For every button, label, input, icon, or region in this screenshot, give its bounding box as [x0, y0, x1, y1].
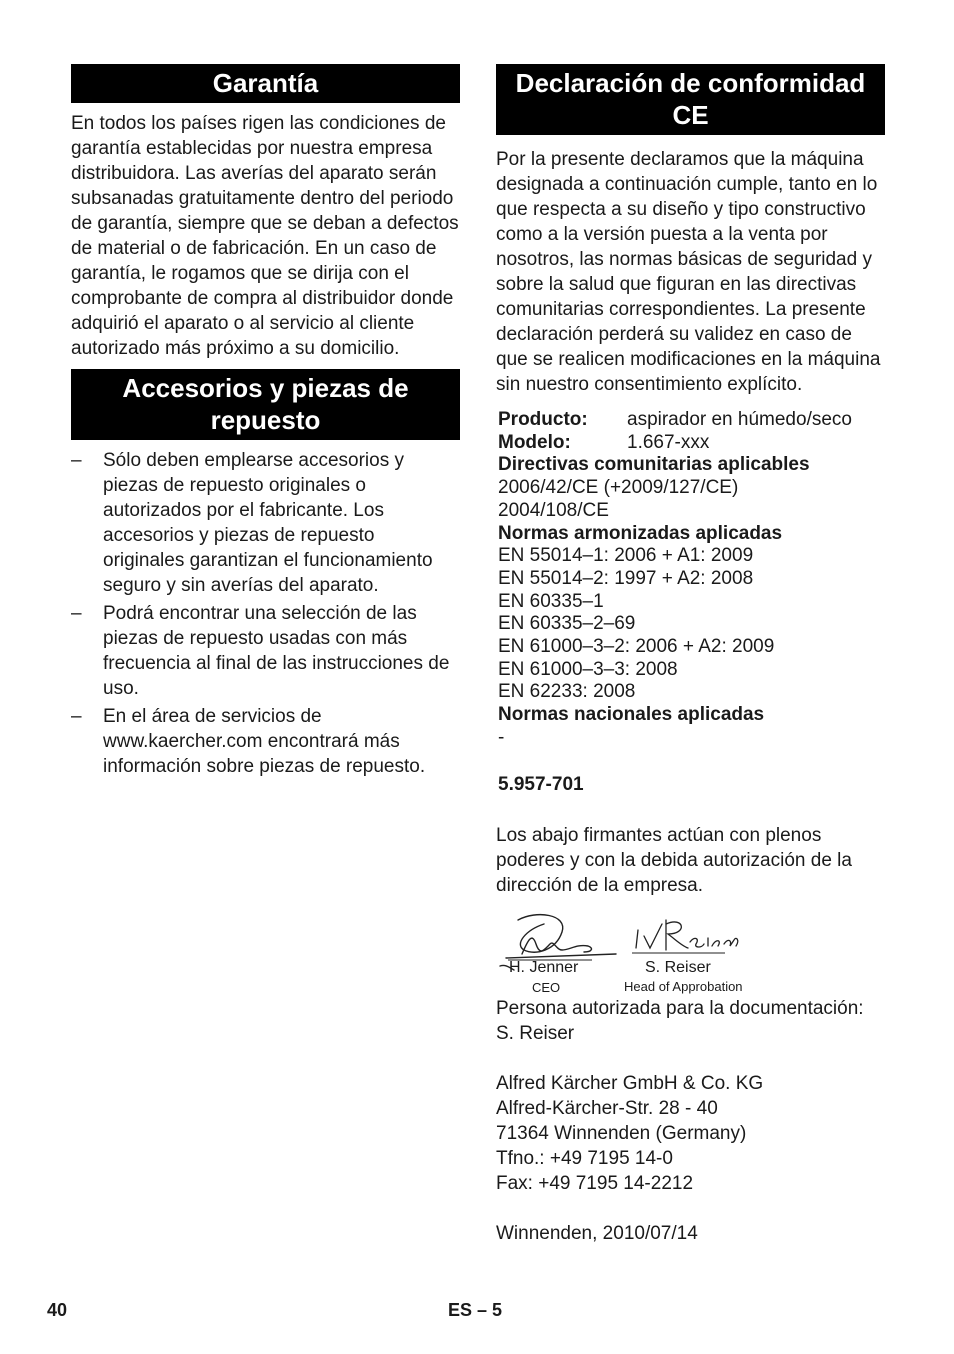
- place-date: Winnenden, 2010/07/14: [496, 1223, 698, 1245]
- company-city: 71364 Winnenden (Germany): [496, 1123, 747, 1145]
- directive-item: 2006/42/CE (+2009/127/CE): [498, 477, 739, 499]
- left-column: [71, 64, 460, 782]
- signature-reiser: [636, 920, 738, 950]
- warranty-title: Garantía: [212, 68, 319, 98]
- ce-title-line1: Declaración de conformidad: [515, 68, 866, 98]
- spec-block: [496, 409, 885, 796]
- dash-bullet: –: [71, 706, 82, 727]
- model-label: Modelo:: [498, 431, 571, 453]
- company-address: [496, 1071, 885, 1196]
- national-value: -: [498, 726, 505, 748]
- national-heading: Normas nacionales aplicadas: [498, 704, 765, 726]
- company-name: Alfred Kärcher GmbH & Co. KG: [496, 1073, 764, 1095]
- accessories-heading: [71, 369, 460, 440]
- list-item-text: Podrá encontrar una selección de las piezas de repuesto usadas con más frecuencia al final de las instrucciones de uso.: [103, 603, 450, 699]
- language-page-indicator: ES – 5: [448, 1300, 503, 1320]
- auth-person-name: S. Reiser: [496, 1023, 575, 1045]
- harmonized-item: EN 55014–2: 1997 + A2: 2008: [498, 567, 754, 589]
- ce-body: Por la presente declaramos que la máquina designada a continuación cumple, tanto en lo que respecta a su diseño y tipo constructivo como a la versión puesta a la venta por nosotros, las normas básicas de seguridad y sobre la salud que figuran en las directivas comunitarias correspondientes. La presente declaración perderá su validez en caso de que se realicen modificaciones en la máquina sin nuestro consentimiento explícito.: [496, 149, 881, 395]
- accessories-list: [71, 448, 460, 779]
- warranty-body: En todos los países rigen las condiciones de garantía establecidas por nuestra empresa distribuidora. Las averías del aparato serán subsanadas gratuitamente dentro del periodo de garantía, siempre que se deban a defectos de material o de fabricación. En un caso de garantía, le rogamos que se dirija con el comprobante de compra al distribuidor donde adquirió el aparato o al servicio al cliente autorizado más próximo a su domicilio.: [71, 113, 459, 359]
- dash-bullet: –: [71, 450, 82, 471]
- ce-title-line2: CE: [672, 100, 709, 130]
- model-row: [498, 432, 885, 455]
- harmonized-item: EN 62233: 2008: [498, 681, 636, 703]
- signer1-name: H. Jenner: [509, 959, 579, 977]
- dash-bullet: –: [71, 603, 82, 624]
- list-item: [71, 704, 460, 779]
- company-fax: Fax: +49 7195 14-2212: [496, 1173, 694, 1195]
- right-column: [496, 64, 885, 1246]
- product-label: Producto:: [498, 409, 588, 430]
- signers-text: Los abajo firmantes actúan con plenos poderes y con la debida autorización de la dirección de la empresa.: [496, 825, 852, 897]
- harmonized-item: EN 61000–3–2: 2006 + A2: 2009: [498, 636, 775, 658]
- harmonized-item: EN 60335–1: [498, 590, 604, 612]
- warranty-heading: [71, 64, 460, 103]
- list-item-text: En el área de servicios de www.kaercher.com encontrará más información sobre piezas de repuesto.: [103, 706, 426, 777]
- accessories-title-line2: repuesto: [210, 405, 321, 435]
- ce-heading: [496, 64, 885, 135]
- signer2-role: Head of Approbation: [624, 979, 743, 995]
- directives-heading: Directivas comunitarias aplicables: [498, 454, 810, 476]
- harmonized-item: EN 55014–1: 2006 + A1: 2009: [498, 545, 754, 567]
- page-number: 40: [47, 1300, 68, 1320]
- list-item: [71, 601, 460, 701]
- harmonized-heading: Normas armonizadas aplicadas: [498, 522, 783, 544]
- list-item-text: Sólo deben emplearse accesorios y piezas de repuesto originales o autorizados por el fabricante. Los accesorios y piezas de repuesto originales garantizan el funcionamiento seguro y sin averías del aparato.: [103, 450, 433, 596]
- model-value: 1.667-xxx: [627, 431, 710, 453]
- directive-item: 2004/108/CE: [498, 499, 609, 521]
- signer2-name: S. Reiser: [645, 959, 711, 977]
- signature-block: [496, 910, 885, 1014]
- signer1-role: CEO: [532, 980, 561, 996]
- company-phone: Tfno.: +49 7195 14-0: [496, 1148, 673, 1170]
- harmonized-item: EN 60335–2–69: [498, 613, 636, 635]
- product-value: aspirador en húmedo/seco: [627, 409, 852, 430]
- product-row: [498, 409, 885, 432]
- list-item: [71, 448, 460, 598]
- harmonized-item: EN 61000–3–3: 2008: [498, 658, 678, 680]
- company-street: Alfred-Kärcher-Str. 28 - 40: [496, 1098, 718, 1120]
- doc-number: 5.957-701: [498, 773, 584, 795]
- auth-person-label: Persona autorizada para la documentación:: [496, 998, 864, 1020]
- accessories-title-line1: Accesorios y piezas de: [122, 373, 409, 403]
